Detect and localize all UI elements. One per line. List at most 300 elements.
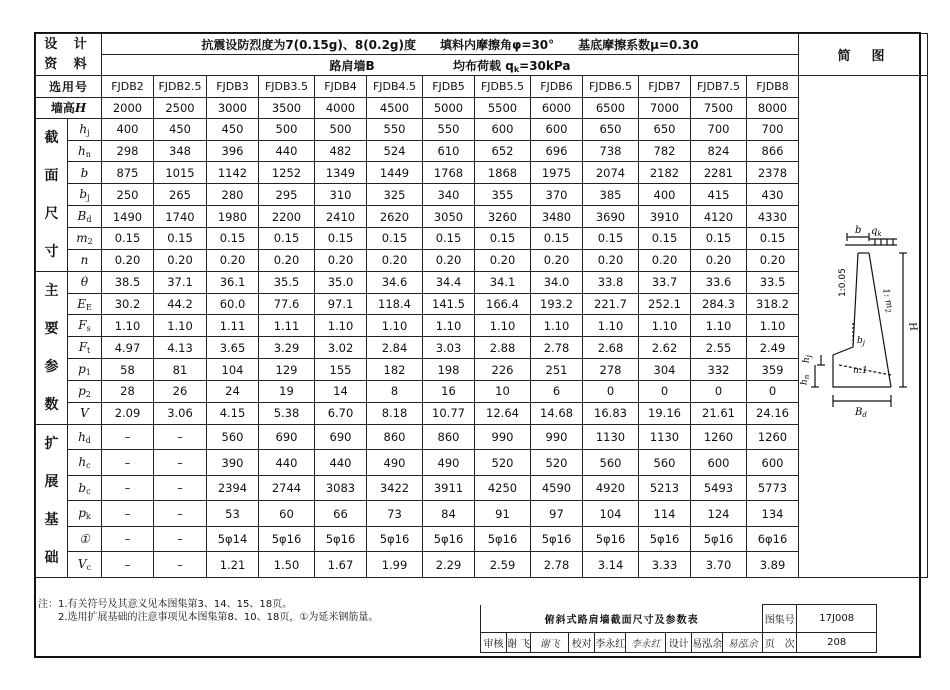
- value-cell: 0.20: [207, 249, 259, 271]
- height-cell: 6000: [531, 97, 583, 118]
- value-cell: 4120: [691, 206, 747, 228]
- value-cell: 12.64: [475, 402, 531, 424]
- value-cell: 14.68: [531, 402, 583, 424]
- value-cell: 3911: [423, 475, 475, 501]
- type-cell: FJDB2.5: [154, 76, 207, 97]
- value-cell: –: [154, 475, 207, 501]
- value-cell: 5φ16: [531, 526, 583, 552]
- value-cell: 310: [315, 184, 367, 206]
- value-cell: 0.20: [747, 249, 799, 271]
- type-cell: FJDB5.5: [475, 76, 531, 97]
- value-cell: 2744: [259, 475, 315, 501]
- value-cell: 348: [154, 140, 207, 162]
- height-cell: 4500: [367, 97, 423, 118]
- param-symbol: b: [68, 162, 102, 184]
- value-cell: 0: [747, 380, 799, 402]
- retaining-wall-sketch: [795, 215, 919, 425]
- value-cell: 3.03: [423, 337, 475, 359]
- value-cell: 28: [102, 380, 154, 402]
- value-cell: 265: [154, 184, 207, 206]
- value-cell: 524: [367, 140, 423, 162]
- value-cell: 0.15: [367, 227, 423, 249]
- value-cell: 440: [259, 140, 315, 162]
- value-cell: 53: [207, 501, 259, 527]
- type-cell: FJDB2: [102, 76, 154, 97]
- diagram-b-label: b: [855, 225, 862, 236]
- check-label: 校对: [569, 633, 595, 653]
- param-row: [36, 118, 928, 140]
- type-label: 选用号: [36, 76, 102, 97]
- value-cell: 738: [583, 140, 639, 162]
- param-symbol: ①: [68, 526, 102, 552]
- value-cell: 2074: [583, 162, 639, 184]
- note-2: 2.选用扩展基础的注意事项见本图集第8、10、18页，①为延米钢筋量。: [38, 612, 379, 623]
- value-cell: 2200: [259, 206, 315, 228]
- value-cell: 3.06: [154, 402, 207, 424]
- value-cell: 600: [747, 450, 799, 476]
- value-cell: 860: [423, 424, 475, 450]
- value-cell: 1260: [691, 424, 747, 450]
- value-cell: 30.2: [102, 293, 154, 315]
- value-cell: 251: [531, 359, 583, 381]
- value-cell: 0.15: [583, 227, 639, 249]
- param-symbol: $h_d$: [68, 424, 102, 450]
- value-cell: 700: [691, 118, 747, 140]
- value-cell: 8.18: [367, 402, 423, 424]
- height-cell: 7500: [691, 97, 747, 118]
- value-cell: 193.2: [531, 293, 583, 315]
- value-cell: 5φ16: [691, 526, 747, 552]
- type-cell: FJDB7.5: [691, 76, 747, 97]
- value-cell: 81: [154, 359, 207, 381]
- value-cell: 284.3: [691, 293, 747, 315]
- value-cell: 3050: [423, 206, 475, 228]
- value-cell: 700: [747, 118, 799, 140]
- value-cell: 2.59: [475, 552, 531, 578]
- value-cell: 990: [475, 424, 531, 450]
- value-cell: 2.62: [639, 337, 691, 359]
- value-cell: 16: [423, 380, 475, 402]
- design-conditions: 抗震设防烈度为7(0.15g)、8(0.2g)度 填料内摩擦角φ=30° 基底摩擦系数μ=0.30: [102, 34, 799, 55]
- value-cell: 252.1: [639, 293, 691, 315]
- value-cell: 560: [207, 424, 259, 450]
- value-cell: 33.6: [691, 271, 747, 293]
- value-cell: 104: [207, 359, 259, 381]
- value-cell: 6φ16: [747, 526, 799, 552]
- value-cell: 652: [475, 140, 531, 162]
- document-title: 俯斜式路肩墙截面尺寸及参数表: [481, 605, 763, 633]
- value-cell: 1.10: [583, 315, 639, 337]
- value-cell: 33.5: [747, 271, 799, 293]
- value-cell: 440: [315, 450, 367, 476]
- value-cell: 4590: [531, 475, 583, 501]
- value-cell: 355: [475, 184, 531, 206]
- value-cell: 129: [259, 359, 315, 381]
- value-cell: 2.84: [367, 337, 423, 359]
- value-cell: 866: [747, 140, 799, 162]
- value-cell: 0.20: [315, 249, 367, 271]
- value-cell: 1980: [207, 206, 259, 228]
- value-cell: 5773: [747, 475, 799, 501]
- type-cell: FJDB4.5: [367, 76, 423, 97]
- page-number: 208: [797, 633, 877, 653]
- value-cell: 0.15: [154, 227, 207, 249]
- value-cell: 1449: [367, 162, 423, 184]
- type-cell: FJDB8: [747, 76, 799, 97]
- value-cell: 280: [207, 184, 259, 206]
- value-cell: 84: [423, 501, 475, 527]
- value-cell: 3422: [367, 475, 423, 501]
- value-cell: 1.99: [367, 552, 423, 578]
- value-cell: 0.15: [315, 227, 367, 249]
- value-cell: 36.1: [207, 271, 259, 293]
- value-cell: 198: [423, 359, 475, 381]
- value-cell: 24.16: [747, 402, 799, 424]
- value-cell: 1.10: [747, 315, 799, 337]
- value-cell: 370: [531, 184, 583, 206]
- value-cell: 33.7: [639, 271, 691, 293]
- value-cell: 390: [207, 450, 259, 476]
- value-cell: 400: [102, 118, 154, 140]
- value-cell: 1130: [583, 424, 639, 450]
- value-cell: 226: [475, 359, 531, 381]
- param-symbol: $p_2$: [68, 380, 102, 402]
- value-cell: 1260: [747, 424, 799, 450]
- value-cell: 66: [315, 501, 367, 527]
- value-cell: 2.55: [691, 337, 747, 359]
- value-cell: 3.33: [639, 552, 691, 578]
- value-cell: 10.77: [423, 402, 475, 424]
- value-cell: 1.10: [639, 315, 691, 337]
- value-cell: –: [102, 450, 154, 476]
- value-cell: 560: [583, 450, 639, 476]
- value-cell: 340: [423, 184, 475, 206]
- value-cell: 0: [639, 380, 691, 402]
- value-cell: 520: [531, 450, 583, 476]
- wall-type: 路肩墙B: [329, 58, 375, 73]
- value-cell: 295: [259, 184, 315, 206]
- value-cell: 182: [367, 359, 423, 381]
- value-cell: 1490: [102, 206, 154, 228]
- group-label: 截 面 尺 寸: [36, 118, 68, 271]
- value-cell: 1252: [259, 162, 315, 184]
- type-cell: FJDB7: [639, 76, 691, 97]
- param-symbol: V: [68, 402, 102, 424]
- value-cell: 5493: [691, 475, 747, 501]
- type-cell: FJDB4: [315, 76, 367, 97]
- value-cell: 2281: [691, 162, 747, 184]
- load-subscript: k: [513, 64, 520, 74]
- height-label: 墙高H: [36, 97, 102, 118]
- design-data-label: 设 计 资 料: [36, 34, 102, 76]
- value-cell: –: [154, 501, 207, 527]
- value-cell: 221.7: [583, 293, 639, 315]
- height-cell: 3500: [259, 97, 315, 118]
- value-cell: 5φ16: [475, 526, 531, 552]
- value-cell: 21.61: [691, 402, 747, 424]
- load-label: 均布荷载 q: [453, 58, 514, 73]
- value-cell: 415: [691, 184, 747, 206]
- type-cell: FJDB6: [531, 76, 583, 97]
- value-cell: 690: [315, 424, 367, 450]
- height-cell: 2000: [102, 97, 154, 118]
- param-symbol: $h_c$: [68, 450, 102, 476]
- value-cell: 5φ16: [315, 526, 367, 552]
- value-cell: 600: [691, 450, 747, 476]
- value-cell: 3.02: [315, 337, 367, 359]
- value-cell: 2182: [639, 162, 691, 184]
- value-cell: 2.88: [475, 337, 531, 359]
- value-cell: 560: [639, 450, 691, 476]
- diagram-qk-label: $q_k$: [871, 226, 882, 238]
- value-cell: 5213: [639, 475, 691, 501]
- value-cell: 26: [154, 380, 207, 402]
- value-cell: 24: [207, 380, 259, 402]
- group-label: 扩 展 基 础: [36, 424, 68, 577]
- value-cell: 0.20: [423, 249, 475, 271]
- value-cell: 782: [639, 140, 691, 162]
- param-symbol: $b_c$: [68, 475, 102, 501]
- value-cell: –: [154, 450, 207, 476]
- value-cell: 0.20: [367, 249, 423, 271]
- param-row: [36, 140, 928, 162]
- value-cell: 4250: [475, 475, 531, 501]
- value-cell: 4330: [747, 206, 799, 228]
- value-cell: 1.10: [691, 315, 747, 337]
- value-cell: 0.20: [259, 249, 315, 271]
- param-symbol: $B_d$: [68, 206, 102, 228]
- review-label: 审核: [481, 633, 507, 653]
- group-label: 主 要 参 数: [36, 271, 68, 424]
- value-cell: 0.20: [531, 249, 583, 271]
- value-cell: 2.29: [423, 552, 475, 578]
- value-cell: 1.67: [315, 552, 367, 578]
- param-row: [36, 380, 928, 402]
- value-cell: 118.4: [367, 293, 423, 315]
- value-cell: 58: [102, 359, 154, 381]
- param-row: [36, 315, 928, 337]
- value-cell: 2410: [315, 206, 367, 228]
- value-cell: 4.13: [154, 337, 207, 359]
- value-cell: 650: [583, 118, 639, 140]
- back-slope-label: 1: $m_2$: [880, 287, 895, 314]
- value-cell: –: [154, 526, 207, 552]
- value-cell: 400: [639, 184, 691, 206]
- value-cell: 8: [367, 380, 423, 402]
- value-cell: 0.15: [475, 227, 531, 249]
- value-cell: 0.15: [531, 227, 583, 249]
- param-row: [36, 271, 928, 293]
- value-cell: 1.10: [475, 315, 531, 337]
- param-row: [36, 526, 928, 552]
- reviewer-signature: 谢飞: [531, 633, 569, 653]
- value-cell: 77.6: [259, 293, 315, 315]
- value-cell: 2.09: [102, 402, 154, 424]
- param-symbol: $E_E$: [68, 293, 102, 315]
- value-cell: 385: [583, 184, 639, 206]
- value-cell: 5φ16: [367, 526, 423, 552]
- diagram-hn-label: $h_n$: [800, 374, 811, 385]
- value-cell: 430: [747, 184, 799, 206]
- height-cell: 2500: [154, 97, 207, 118]
- value-cell: 5φ16: [259, 526, 315, 552]
- value-cell: 250: [102, 184, 154, 206]
- param-row: [36, 450, 928, 476]
- height-cell: 5500: [475, 97, 531, 118]
- diagram-H-label: H: [906, 321, 919, 333]
- value-cell: 114: [639, 501, 691, 527]
- value-cell: 34.4: [423, 271, 475, 293]
- param-symbol: $V_c$: [68, 552, 102, 578]
- value-cell: 4.97: [102, 337, 154, 359]
- value-cell: 500: [259, 118, 315, 140]
- value-cell: 1.10: [423, 315, 475, 337]
- title-block: [480, 604, 877, 653]
- diagram-Bd-label: $B_d$: [855, 407, 867, 419]
- value-cell: 860: [367, 424, 423, 450]
- value-cell: –: [102, 552, 154, 578]
- value-cell: 875: [102, 162, 154, 184]
- height-cell: 4000: [315, 97, 367, 118]
- value-cell: 104: [583, 501, 639, 527]
- value-cell: 824: [691, 140, 747, 162]
- param-symbol: θ: [68, 271, 102, 293]
- value-cell: –: [102, 501, 154, 527]
- height-cell: 7000: [639, 97, 691, 118]
- diagram-hj-label: $h_j$: [802, 355, 813, 363]
- value-cell: 33.8: [583, 271, 639, 293]
- value-cell: 44.2: [154, 293, 207, 315]
- value-cell: 3083: [315, 475, 367, 501]
- value-cell: 0.15: [102, 227, 154, 249]
- param-symbol: n: [68, 249, 102, 271]
- header-row-1: [36, 34, 928, 55]
- value-cell: 550: [423, 118, 475, 140]
- value-cell: 2.78: [531, 552, 583, 578]
- value-cell: –: [102, 526, 154, 552]
- value-cell: 1.10: [102, 315, 154, 337]
- param-symbol: $F_s$: [68, 315, 102, 337]
- value-cell: 298: [102, 140, 154, 162]
- value-cell: 325: [367, 184, 423, 206]
- value-cell: 1740: [154, 206, 207, 228]
- value-cell: 124: [691, 501, 747, 527]
- value-cell: 2378: [747, 162, 799, 184]
- value-cell: 1868: [475, 162, 531, 184]
- checker-signature: 李永红: [626, 633, 666, 653]
- value-cell: 3.70: [691, 552, 747, 578]
- type-cell: FJDB5: [423, 76, 475, 97]
- value-cell: 6: [531, 380, 583, 402]
- param-symbol: $p_k$: [68, 501, 102, 527]
- value-cell: 1768: [423, 162, 475, 184]
- value-cell: –: [102, 424, 154, 450]
- value-cell: 10: [475, 380, 531, 402]
- type-cell: FJDB6.5: [583, 76, 639, 97]
- value-cell: 19.16: [639, 402, 691, 424]
- design-label: 设计: [666, 633, 692, 653]
- value-cell: 1.10: [531, 315, 583, 337]
- front-slope-label: 1:0.05: [838, 268, 848, 297]
- param-row: [36, 227, 928, 249]
- value-cell: 3480: [531, 206, 583, 228]
- value-cell: 2.68: [583, 337, 639, 359]
- value-cell: 4920: [583, 475, 639, 501]
- param-row: [36, 162, 928, 184]
- value-cell: 97.1: [315, 293, 367, 315]
- value-cell: 696: [531, 140, 583, 162]
- value-cell: 1975: [531, 162, 583, 184]
- param-symbol: $F_t$: [68, 337, 102, 359]
- value-cell: 97: [531, 501, 583, 527]
- value-cell: 610: [423, 140, 475, 162]
- notes: [38, 598, 378, 624]
- value-cell: 3.29: [259, 337, 315, 359]
- param-row: [36, 552, 928, 578]
- value-cell: 3910: [639, 206, 691, 228]
- note-1: 注：1.有关符号及其意义见本图集第3、14、15、18页。: [38, 599, 293, 610]
- value-cell: 0: [691, 380, 747, 402]
- value-cell: 2.49: [747, 337, 799, 359]
- value-cell: 60: [259, 501, 315, 527]
- height-cell: 3000: [207, 97, 259, 118]
- value-cell: 490: [423, 450, 475, 476]
- value-cell: 1349: [315, 162, 367, 184]
- value-cell: 396: [207, 140, 259, 162]
- value-cell: 450: [154, 118, 207, 140]
- value-cell: 1.11: [259, 315, 315, 337]
- reviewer-name: 谢 飞: [507, 633, 531, 653]
- value-cell: 0.15: [207, 227, 259, 249]
- value-cell: 38.5: [102, 271, 154, 293]
- designer-name: 易泓余: [692, 633, 723, 653]
- value-cell: 0: [583, 380, 639, 402]
- value-cell: 1130: [639, 424, 691, 450]
- param-row: [36, 424, 928, 450]
- value-cell: 1.10: [315, 315, 367, 337]
- checker-name: 李永红: [595, 633, 626, 653]
- value-cell: –: [154, 424, 207, 450]
- type-cell: FJDB3: [207, 76, 259, 97]
- value-cell: –: [102, 475, 154, 501]
- height-cell: 5000: [423, 97, 475, 118]
- value-cell: 0.15: [747, 227, 799, 249]
- type-cell: FJDB3.5: [259, 76, 315, 97]
- sketch-label: 简 图: [799, 34, 928, 76]
- value-cell: 500: [315, 118, 367, 140]
- page-label: 页 次: [763, 633, 797, 653]
- param-row: [36, 501, 928, 527]
- value-cell: 4.15: [207, 402, 259, 424]
- value-cell: 34.1: [475, 271, 531, 293]
- param-row: [36, 359, 928, 381]
- header-row-2: [36, 55, 928, 76]
- value-cell: 304: [639, 359, 691, 381]
- value-cell: 6.70: [315, 402, 367, 424]
- value-cell: 0.15: [691, 227, 747, 249]
- value-cell: 1.10: [367, 315, 423, 337]
- value-cell: 440: [259, 450, 315, 476]
- param-row: [36, 402, 928, 424]
- param-row: [36, 184, 928, 206]
- value-cell: 155: [315, 359, 367, 381]
- height-cell: 6500: [583, 97, 639, 118]
- value-cell: 2620: [367, 206, 423, 228]
- value-cell: 19: [259, 380, 315, 402]
- value-cell: 0.20: [154, 249, 207, 271]
- atlas-number-label: 图集号: [763, 605, 797, 633]
- diagram-bj-label: $b_j$: [857, 336, 865, 347]
